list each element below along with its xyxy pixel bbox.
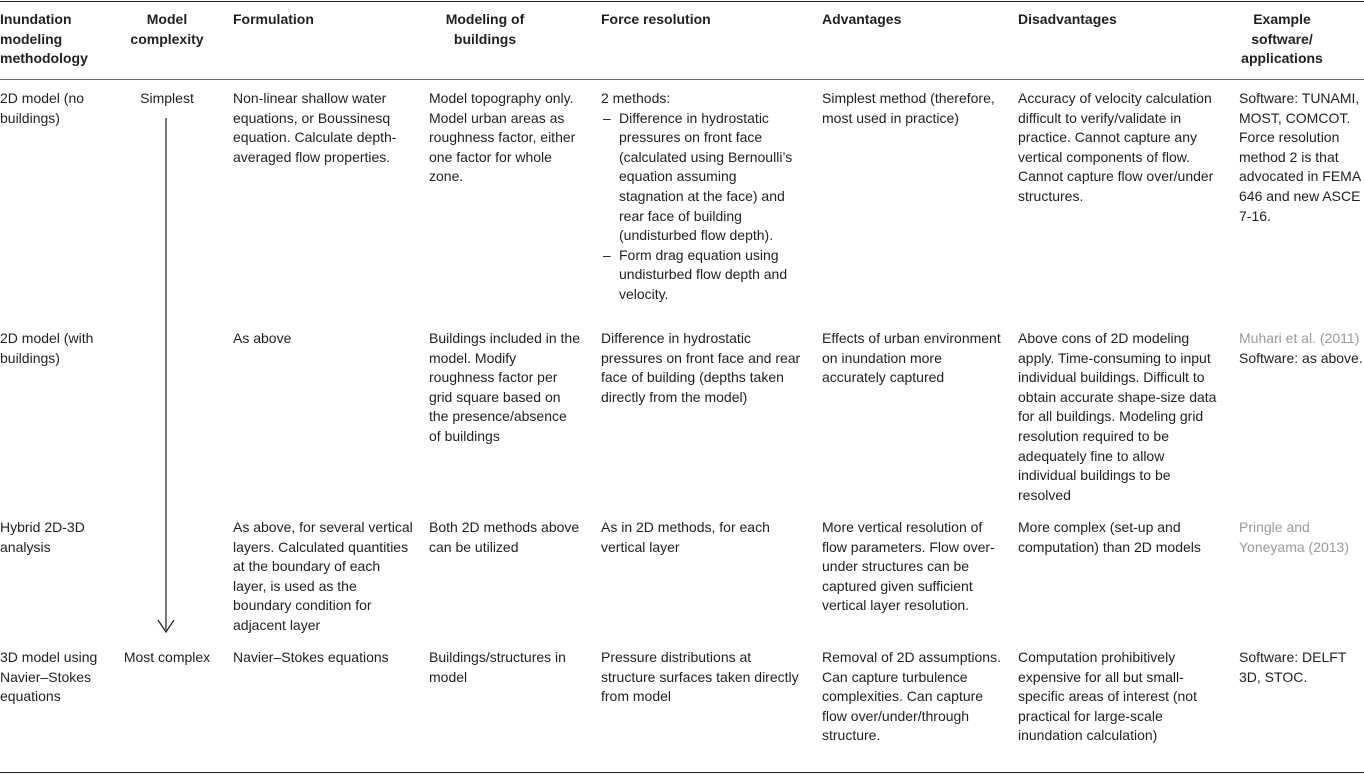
cell-advantages: More vertical resolution of flow parameters. Flow over-under structures can be captured given sufficient vertical layer resolution. xyxy=(822,519,995,614)
cell-software: Software: DELFT 3D, STOC. xyxy=(1239,649,1347,685)
software-text: Software: as above. xyxy=(1239,349,1363,366)
header-advantages: Advantages xyxy=(822,11,902,27)
cell-buildings: Buildings included in the model. Modify roughness factor per grid square based on the presence/absence of buildings xyxy=(429,330,580,444)
cell-force-resolution: Pressure distributions at structure surfaces taken directly from model xyxy=(601,649,799,705)
header-formulation: Formulation xyxy=(233,11,314,27)
header-disadvantages: Disadvantages xyxy=(1018,11,1117,27)
cell-advantages: Simplest method (therefore, most used in practice) xyxy=(822,90,995,126)
cell-methodology: 2D model (with buildings) xyxy=(0,330,94,366)
header-methodology: Inundation modeling methodology xyxy=(0,11,88,66)
cell-formulation: As above xyxy=(233,330,292,346)
header-software: Example software/ applications xyxy=(1241,11,1323,66)
citation-link[interactable]: Pringle and Yoneyama (2013) xyxy=(1239,519,1350,555)
cell-methodology: 3D model using Navier–Stokes equations xyxy=(0,649,98,705)
list-item: – Form drag equation using undisturbed flow depth and velocity. xyxy=(601,246,801,305)
cell-disadvantages: Accuracy of velocity calculation difficult to verify/validate in practice. Cannot capture any vertical components of flow. Cannot capture flow over/under structures. xyxy=(1018,90,1214,204)
citation-link[interactable]: Muhari et al. (2011) xyxy=(1239,330,1360,346)
header-force-resolution: Force resolution xyxy=(601,11,711,27)
cell-methodology: Hybrid 2D-3D analysis xyxy=(0,519,85,555)
cell-formulation: Non-linear shallow water equations, or Boussinesq equation. Calculate depth-averaged flow properties. xyxy=(233,90,397,165)
cell-buildings: Model topography only. Model urban areas as roughness factor, either one factor for whole zone. xyxy=(429,90,576,185)
cell-force-resolution: Difference in hydrostatic pressures on front face and rear face of building (depths taken directly from the model) xyxy=(601,330,801,405)
header-complexity: Model complexity xyxy=(130,11,204,47)
cell-methodology: 2D model (no buildings) xyxy=(0,90,85,126)
cell-complexity: Most complex xyxy=(123,649,211,665)
cell-complexity: Simplest xyxy=(140,90,194,106)
cell-buildings: Both 2D methods above can be utilized xyxy=(429,519,580,555)
cell-advantages: Effects of urban environment on inundation more accurately captured xyxy=(822,330,1001,386)
cell-disadvantages: Above cons of 2D modeling apply. Time-consuming to input individual buildings. Difficult to obtain accurate shape-size data for all buildings. Modeling grid resolution required to be adequately fine to allow individual buildings to be resolved xyxy=(1018,330,1217,503)
cell-advantages: Removal of 2D assumptions. Can capture turbulence complexities. Can capture flow over/under/through structure. xyxy=(822,649,1001,744)
cell-force-resolution: As in 2D methods, for each vertical layer xyxy=(601,519,770,555)
cell-formulation: As above, for several vertical layers. Calculated quantities at the boundary of each layer, is used as the boundary condition for adjacent layer xyxy=(233,519,413,633)
cell-disadvantages: Computation prohibitively expensive for all but small-specific areas of interest (not practical for large-scale inundation calculation) xyxy=(1018,649,1197,744)
cell-software: Software: TUNAMI, MOST, COMCOT. Force resolution method 2 is that advocated in FEMA 646 and new ASCE 7-16. xyxy=(1239,90,1361,224)
cell-buildings: Buildings/structures in model xyxy=(429,649,566,685)
header-buildings: Modeling of buildings xyxy=(445,11,525,47)
cell-formulation: Navier–Stokes equations xyxy=(233,649,389,665)
cell-disadvantages: More complex (set-up and computation) than 2D models xyxy=(1018,519,1201,555)
force-methods-intro: 2 methods: xyxy=(601,90,671,106)
list-item: – Difference in hydrostatic pressures on front face (calculated using Bernoulli’s equation assuming stagnation at the face) and rear face of building (undisturbed flow depth). xyxy=(601,109,801,246)
